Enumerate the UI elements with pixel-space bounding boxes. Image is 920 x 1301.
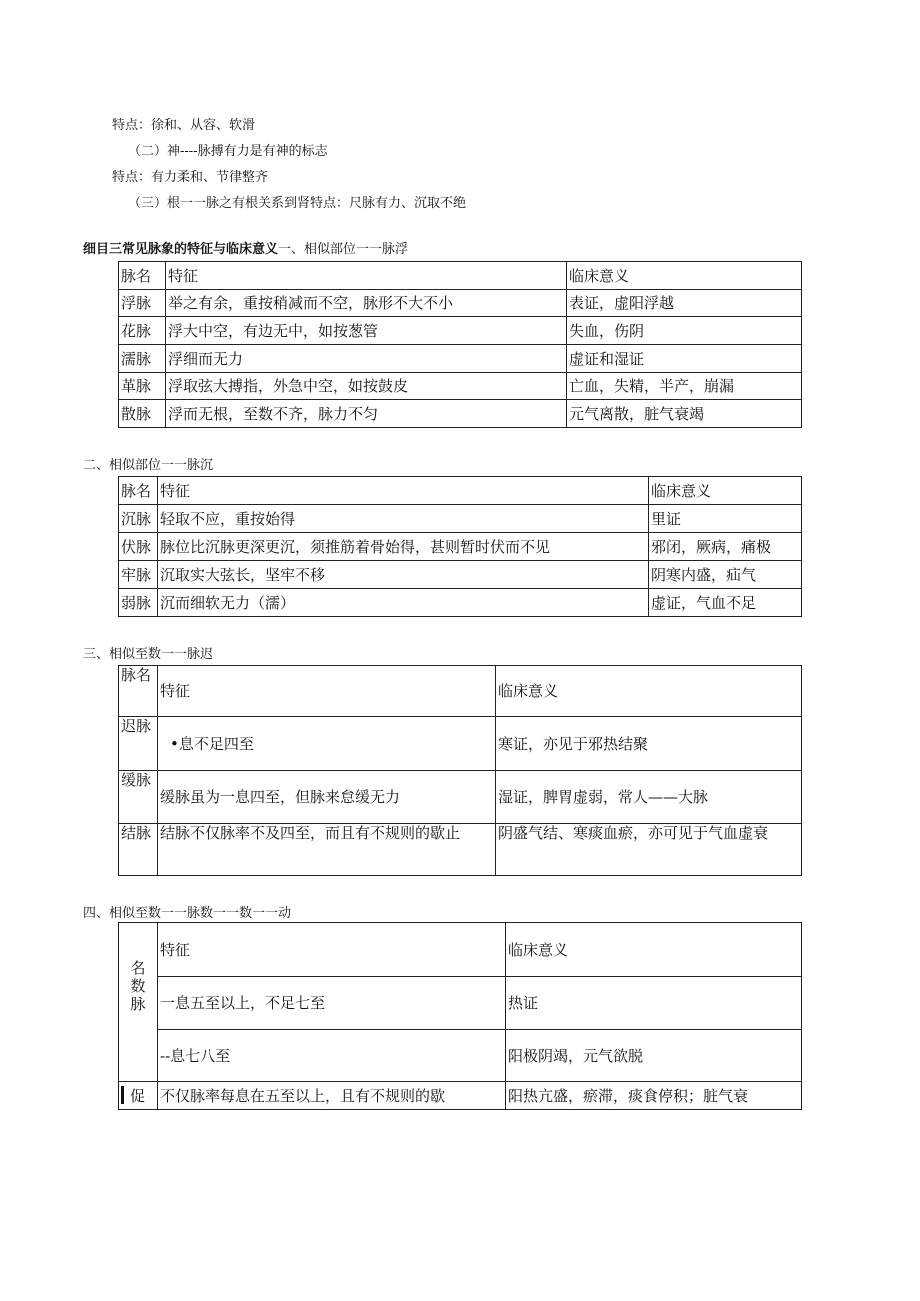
table-row (119, 771, 802, 824)
table-row (119, 824, 802, 876)
table-row (119, 1082, 802, 1110)
pulse-meaning: 阳极阴竭，元气欲脱 (506, 1030, 802, 1082)
pulse-meaning: 阳热亢盛，瘀滞，痰食停积；脏气衰 (506, 1082, 802, 1110)
pulse-meaning: 阴盛气结、寒痰血瘀，亦可见于气血虚衰 (496, 824, 802, 876)
table-row (119, 317, 802, 345)
table-row (119, 400, 802, 428)
pulse-meaning: 邪闭，厥病，痛极 (649, 533, 802, 561)
pulse-feature: 沉而细软无力（濡） (158, 589, 649, 617)
section2-heading: 二、相似部位一一脉沉 (83, 458, 214, 473)
pulse-feature: 轻取不应，重按始得 (158, 505, 649, 533)
pulse-name: 革脉 (119, 373, 166, 400)
pulse-meaning: 失血，伤阴 (567, 317, 802, 345)
pulse-feature: 结脉不仅脉率不及四至，而且有不规则的歇止 (158, 824, 496, 876)
pulse-feature: •息不足四至 (158, 717, 496, 771)
section2-table (118, 476, 802, 617)
pulse-name: 沉脉 (119, 505, 158, 533)
section1-table (118, 261, 802, 428)
header-name: 脉名 (119, 666, 158, 717)
pulse-meaning: 里证 (649, 505, 802, 533)
header-feature: 特征 (158, 666, 496, 717)
pulse-name: 花脉 (119, 317, 166, 345)
pulse-name: 浮脉 (119, 290, 166, 317)
vertical-bar-icon (121, 1086, 124, 1104)
pulse-feature: 浮大中空，有边无中，如按葱管 (166, 317, 567, 345)
pulse-name-cell (119, 1082, 158, 1110)
section3-header-row (119, 666, 802, 717)
header-name: 脉名 (119, 477, 158, 505)
pulse-feature: 沉取实大弦长，坚牢不移 (158, 561, 649, 589)
section2-header-row (119, 477, 802, 505)
header-meaning: 临床意义 (649, 477, 802, 505)
intro-line-3: 特点：有力柔和、节律整齐 (112, 170, 269, 185)
pulse-feature: 脉位比沉脉更深更沉，须推筋着骨始得，甚则暂时伏而不见 (158, 533, 649, 561)
header-meaning: 临床意义 (567, 262, 802, 290)
section4-header-row (119, 923, 802, 977)
section3-heading: 三、相似至数一一脉迟 (83, 647, 214, 662)
table-row (119, 373, 802, 400)
table-row (119, 345, 802, 373)
section3-table (118, 665, 802, 876)
intro-line-1: 特点：徐和、从容、软滑 (112, 118, 256, 133)
pulse-name: 缓脉 (119, 771, 158, 824)
header-feature: 特征 (158, 923, 506, 977)
header-name: 脉名 (119, 262, 166, 290)
section1-heading (83, 242, 408, 258)
header-meaning: 临床意义 (506, 923, 802, 977)
header-feature: 特征 (158, 477, 649, 505)
pulse-feature: 浮细而无力 (166, 345, 567, 373)
pulse-feature: 举之有余，重按稍减而不空，脉形不大不小 (166, 290, 567, 317)
pulse-feature: 缓脉虽为一息四至，但脉来怠缓无力 (158, 771, 496, 824)
table-row (119, 561, 802, 589)
pulse-meaning: 热证 (506, 977, 802, 1030)
pulse-feature: 浮而无根，至数不齐，脉力不匀 (166, 400, 567, 428)
header-meaning: 临床意义 (496, 666, 802, 717)
table-row (119, 717, 802, 771)
intro-line-4: （三）根一一脉之有根关系到肾特点：尺脉有力、沉取不绝 (128, 196, 467, 211)
section4-heading: 四、相似至数一一脉数一一数一一动 (83, 906, 292, 921)
section4-table (118, 922, 802, 1110)
intro-line-2: （二）神----脉搏有力是有神的标志 (128, 144, 328, 159)
pulse-meaning: 元气离散，脏气衰竭 (567, 400, 802, 428)
pulse-name: 散脉 (119, 400, 166, 428)
table-row (119, 290, 802, 317)
table-row (119, 977, 802, 1030)
pulse-name: 濡脉 (119, 345, 166, 373)
pulse-feature: --息七八至 (158, 1030, 506, 1082)
header-name: 名 (119, 923, 158, 977)
pulse-name: 迟脉 (119, 717, 158, 771)
pulse-meaning: 虚证和湿证 (567, 345, 802, 373)
table-row (119, 589, 802, 617)
section1-heading-bold: 细目三常见脉象的特征与临床意义 (83, 242, 279, 257)
pulse-meaning: 湿证，脾胃虚弱，常人——大脉 (496, 771, 802, 824)
table-row (119, 533, 802, 561)
pulse-feature: 不仅脉率每息在五至以上，且有不规则的歇 (158, 1082, 506, 1110)
section1-header-row (119, 262, 802, 290)
pulse-meaning: 虚证，气血不足 (649, 589, 802, 617)
table-row (119, 1030, 802, 1082)
pulse-name: 伏脉 (119, 533, 158, 561)
table-row (119, 505, 802, 533)
pulse-name: 弱脉 (119, 589, 158, 617)
pulse-feature: 浮取弦大搏指，外急中空，如按鼓皮 (166, 373, 567, 400)
section1-heading-rest: 一、相似部位一一脉浮 (278, 242, 409, 257)
pulse-name: 牢脉 (119, 561, 158, 589)
pulse-name: 促 (130, 1087, 146, 1105)
pulse-name: 结脉 (119, 824, 158, 876)
pulse-feature: 一息五至以上，不足七至 (158, 977, 506, 1030)
pulse-meaning: 阴寒内盛，疝气 (649, 561, 802, 589)
pulse-meaning: 表证，虚阳浮越 (567, 290, 802, 317)
pulse-meaning: 亡血，失精，半产，崩漏 (567, 373, 802, 400)
header-feature: 特征 (166, 262, 567, 290)
pulse-meaning: 寒证，亦见于邪热结聚 (496, 717, 802, 771)
pulse-name: 数脉 (119, 977, 158, 1082)
